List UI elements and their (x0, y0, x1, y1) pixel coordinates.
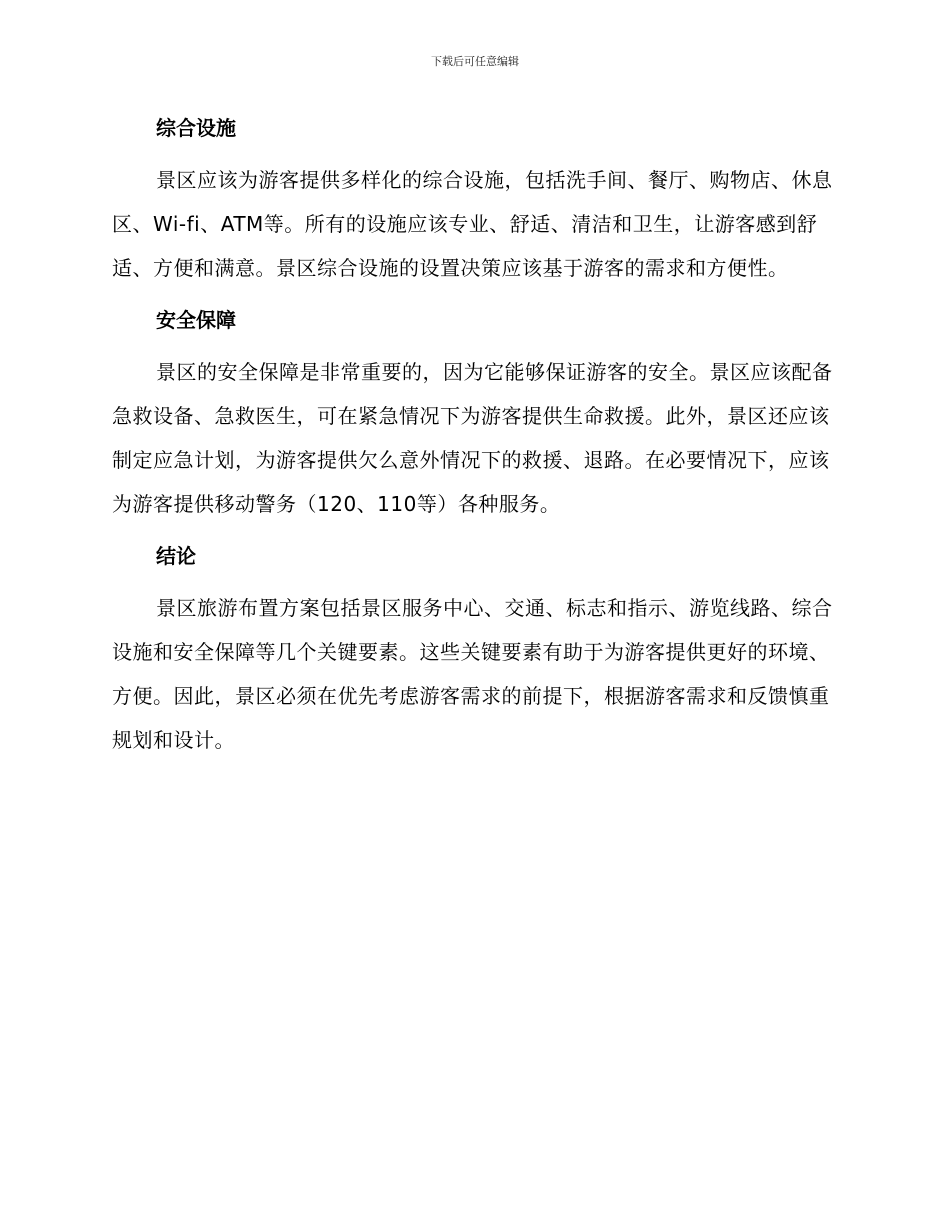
section-safety (112, 300, 838, 526)
section-heading: 结论 (156, 544, 196, 568)
document-body (112, 108, 838, 772)
section-heading: 综合设施 (156, 116, 236, 140)
section-paragraph: 景区旅游布置方案包括景区服务中心、交通、标志和指示、游览线路、综合设施和安全保障等几个关键要素。这些关键要素有助于为游客提供更好的环境、方便。因此，景区必须在优先考虑游客需求的前提下，根据游客需求和反馈慎重规划和设计。 (112, 596, 833, 752)
section-conclusion (112, 536, 838, 762)
section-facilities (112, 108, 838, 290)
section-heading: 安全保障 (156, 308, 236, 332)
page-header: 下载后可任意编辑 (431, 55, 519, 68)
section-paragraph: 景区的安全保障是非常重要的，因为它能够保证游客的安全。景区应该配备急救设备、急救医生，可在紧急情况下为游客提供生命救援。此外，景区还应该制定应急计划，为游客提供欠么意外情况下的救援、退路。在必要情况下，应该为游客提供移动警务（120、110等）各种服务。 (112, 360, 833, 516)
section-paragraph: 景区应该为游客提供多样化的综合设施，包括洗手间、餐厅、购物店、休息区、Wi-fi、ATM等。所有的设施应该专业、舒适、清洁和卫生，让游客感到舒适、方便和满意。景区综合设施的设置决策应该基于游客的需求和方便性。 (112, 168, 833, 280)
